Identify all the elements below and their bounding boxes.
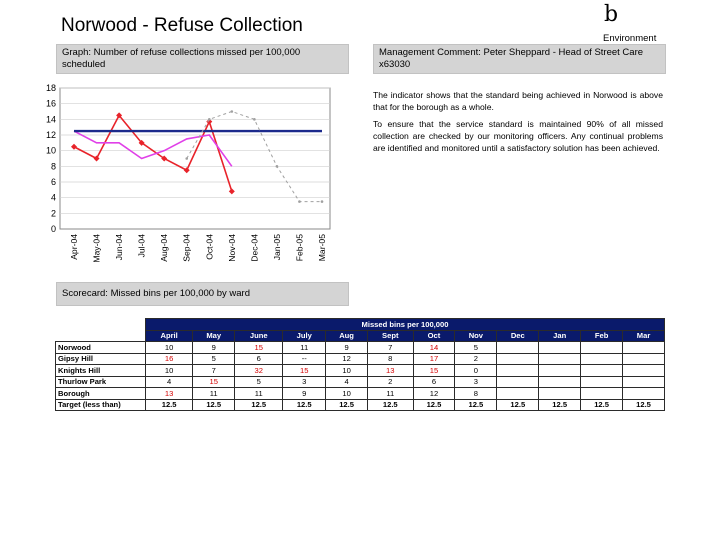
value-cell [581, 376, 623, 388]
value-cell [539, 388, 581, 400]
value-cell [581, 342, 623, 354]
month-header-cell: Dec [497, 330, 539, 342]
month-header-cell: April [146, 330, 193, 342]
department-label: Environment [603, 33, 657, 44]
value-cell: 9 [283, 388, 326, 400]
x-tick-label: Mar-05 [317, 234, 327, 262]
month-header-cell: Feb [581, 330, 623, 342]
value-cell: 13 [146, 388, 193, 400]
x-tick-label: May-04 [91, 234, 102, 263]
x-tick-label: Jan-05 [271, 234, 282, 261]
y-tick-label: 12 [45, 130, 56, 140]
value-cell [623, 376, 665, 388]
table-row [56, 399, 665, 411]
value-cell [623, 388, 665, 400]
value-cell: 15 [413, 365, 455, 377]
x-tick-label: Feb-05 [294, 234, 305, 262]
value-cell: 11 [193, 388, 235, 400]
value-cell [581, 388, 623, 400]
previous-year-data-point [185, 157, 188, 160]
scorecard-caption: Scorecard: Missed bins per 100,000 by ward [56, 282, 349, 306]
month-header-cell: June [235, 330, 283, 342]
page-title: Norwood - Refuse Collection [61, 15, 303, 36]
month-header-cell: Jan [539, 330, 581, 342]
value-cell [581, 365, 623, 377]
y-tick-label: 2 [50, 208, 56, 219]
value-cell: 9 [326, 342, 368, 354]
value-cell: 11 [283, 342, 326, 354]
ward-name-cell: Knights Hill [56, 365, 146, 377]
value-cell: 17 [413, 353, 455, 365]
value-cell: 12 [326, 353, 368, 365]
y-tick-label: 8 [50, 161, 56, 172]
value-cell: 8 [455, 388, 497, 400]
y-tick-label: 4 [50, 192, 56, 203]
scorecard-title: Missed bins per 100,000 [146, 319, 665, 331]
value-cell: 4 [326, 376, 368, 388]
missed-collections-chart [0, 80, 345, 275]
value-cell: 10 [326, 365, 368, 377]
value-cell [623, 342, 665, 354]
value-cell: 10 [146, 365, 193, 377]
previous-year-data-point [231, 110, 234, 113]
y-tick-label: 10 [45, 145, 56, 156]
previous-year-data-point [208, 118, 211, 121]
value-cell: 10 [146, 342, 193, 354]
previous-year-data-point [321, 200, 324, 203]
value-cell: 15 [193, 376, 235, 388]
value-cell: 12.5 [146, 399, 193, 411]
table-row [56, 376, 665, 388]
value-cell: 12.5 [235, 399, 283, 411]
value-cell [497, 365, 539, 377]
value-cell: 6 [235, 353, 283, 365]
ward-name-cell: Norwood [56, 342, 146, 354]
value-cell: 13 [368, 365, 413, 377]
value-cell [623, 365, 665, 377]
value-cell: 15 [283, 365, 326, 377]
ward-header-cell [56, 330, 146, 342]
comment-paragraph-1: The indicator shows that the standard being achieved in Norwood is above that for the borough as a whole. [373, 90, 663, 112]
table-row [56, 365, 665, 377]
comment-paragraph-2: To ensure that the service standard is maintained 90% of all missed collection are checked by our monitoring officers. Any continual problems are identified and monitored until a satisfactory solution has been achieved. [373, 119, 663, 153]
month-header-cell: Aug [326, 330, 368, 342]
value-cell: 15 [235, 342, 283, 354]
y-tick-label: 6 [50, 177, 56, 187]
value-cell: 7 [193, 365, 235, 377]
month-header-cell: Sept [368, 330, 413, 342]
value-cell [539, 353, 581, 365]
value-cell: 10 [326, 388, 368, 400]
value-cell: 12.5 [283, 399, 326, 411]
lambeth-logo: b [604, 2, 619, 27]
y-tick-label: 18 [45, 83, 56, 93]
value-cell [623, 353, 665, 365]
value-cell: 12 [413, 388, 455, 400]
x-tick-label: Jun-04 [114, 234, 125, 261]
x-tick-label: Apr-04 [69, 234, 79, 260]
value-cell: 12.5 [413, 399, 455, 411]
value-cell: 9 [193, 342, 235, 354]
ward-name-cell: Gipsy Hill [56, 353, 146, 365]
value-cell: 12.5 [581, 399, 623, 411]
previous-year-data-point [253, 118, 256, 121]
graph-caption: Graph: Number of refuse collections missed per 100,000 scheduled [56, 44, 349, 74]
month-header-cell: Oct [413, 330, 455, 342]
value-cell: 12.5 [326, 399, 368, 411]
plot-area [60, 88, 330, 229]
value-cell: 6 [413, 376, 455, 388]
y-tick-label: 14 [45, 114, 56, 125]
value-cell [497, 353, 539, 365]
value-cell [497, 376, 539, 388]
value-cell [539, 342, 581, 354]
value-cell: 12.5 [539, 399, 581, 411]
value-cell: 12.5 [455, 399, 497, 411]
ward-name-cell: Borough [56, 388, 146, 400]
value-cell: 14 [413, 342, 455, 354]
value-cell: 2 [455, 353, 497, 365]
value-cell: -- [283, 353, 326, 365]
value-cell: 5 [193, 353, 235, 365]
y-tick-label: 16 [45, 98, 56, 109]
value-cell: 12.5 [368, 399, 413, 411]
scorecard-table [55, 318, 665, 411]
x-tick-label: Dec-04 [249, 234, 260, 262]
value-cell: 2 [368, 376, 413, 388]
table-row [56, 342, 665, 354]
value-cell: 3 [455, 376, 497, 388]
value-cell [497, 388, 539, 400]
value-cell: 5 [455, 342, 497, 354]
ward-name-cell: Target (less than) [56, 399, 146, 411]
value-cell: 3 [283, 376, 326, 388]
value-cell: 8 [368, 353, 413, 365]
value-cell: 11 [368, 388, 413, 400]
x-tick-label: Sep-04 [181, 234, 192, 262]
value-cell: 12.5 [193, 399, 235, 411]
value-cell [581, 353, 623, 365]
value-cell: 4 [146, 376, 193, 388]
previous-year-data-point [276, 165, 279, 168]
management-comment: Management Comment: Peter Sheppard - Head of Street Care x63030 [373, 44, 666, 74]
month-header-cell: Mar [623, 330, 665, 342]
month-header-cell: May [193, 330, 235, 342]
value-cell: 12.5 [623, 399, 665, 411]
table-blank-corner [56, 319, 146, 331]
x-tick-label: Jul-04 [136, 234, 147, 258]
value-cell [539, 376, 581, 388]
month-header-cell: Nov [455, 330, 497, 342]
y-tick-label: 0 [50, 224, 56, 234]
previous-year-data-point [298, 200, 301, 203]
x-tick-label: Nov-04 [226, 234, 237, 262]
month-header-cell: July [283, 330, 326, 342]
ward-name-cell: Thurlow Park [56, 376, 146, 388]
value-cell: 12.5 [497, 399, 539, 411]
x-tick-label: Oct-04 [204, 234, 215, 260]
value-cell: 16 [146, 353, 193, 365]
value-cell: 7 [368, 342, 413, 354]
table-row [56, 388, 665, 400]
value-cell: 0 [455, 365, 497, 377]
value-cell: 11 [235, 388, 283, 400]
value-cell: 32 [235, 365, 283, 377]
x-tick-label: Aug-04 [159, 234, 170, 262]
table-row [56, 353, 665, 365]
value-cell [497, 342, 539, 354]
value-cell [539, 365, 581, 377]
value-cell: 5 [235, 376, 283, 388]
